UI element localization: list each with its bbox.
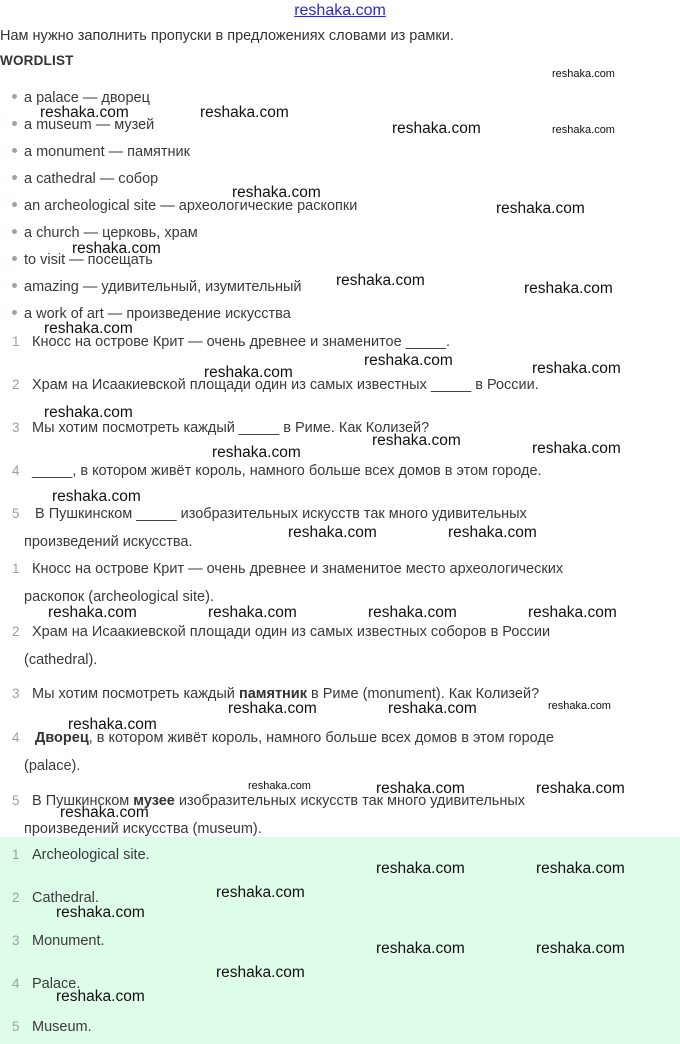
bullet-icon bbox=[12, 148, 17, 153]
watermark: reshaka.com bbox=[552, 68, 615, 80]
bullet-icon bbox=[12, 310, 17, 315]
wordlist-title: WORDLIST bbox=[0, 53, 74, 68]
watermark: reshaka.com bbox=[392, 120, 481, 137]
watermark: reshaka.com bbox=[368, 604, 457, 621]
watermark: reshaka.com bbox=[376, 860, 465, 877]
watermark: reshaka.com bbox=[68, 716, 157, 733]
wordlist-item: an archeological site — археологические раскопки bbox=[12, 198, 357, 214]
filled-item: 3 Мы хотим посмотреть каждый памятник в Риме (monument). Как Колизей? bbox=[12, 686, 540, 702]
watermark: reshaka.com bbox=[44, 320, 133, 337]
intro-text: Нам нужно заполнить пропуски в предложениях словами из рамки. bbox=[0, 28, 454, 44]
site-link[interactable]: reshaka.com bbox=[294, 2, 386, 19]
bullet-icon bbox=[12, 202, 17, 207]
answer-item: 5 Museum. bbox=[12, 1019, 92, 1035]
watermark: reshaka.com bbox=[212, 444, 301, 461]
wordlist-item: amazing — удивительный, изумительный bbox=[12, 279, 302, 295]
watermark: reshaka.com bbox=[56, 988, 145, 1005]
answer-item: 3 Monument. bbox=[12, 933, 105, 949]
wordlist-item: a church — церковь, храм bbox=[12, 225, 198, 241]
watermark: reshaka.com bbox=[388, 700, 477, 717]
exercise-item: 5 В Пушкинском _____ изобразительных искусств так много удивительных произведений искусства. bbox=[12, 506, 527, 550]
exercise-item: 1 Кносс на острове Крит — очень древнее и знаменитое _____. bbox=[12, 334, 451, 350]
watermark: reshaka.com bbox=[448, 524, 537, 541]
exercise-item: 3 Мы хотим посмотреть каждый _____ в Риме. Как Колизей? bbox=[12, 420, 430, 436]
bullet-icon bbox=[12, 283, 17, 288]
watermark: reshaka.com bbox=[52, 488, 141, 505]
filled-item: 5 В Пушкинском музее изобразительных искусств так много удивительных произведений искусства (museum). bbox=[12, 793, 526, 837]
bullet-icon bbox=[12, 94, 17, 99]
watermark: reshaka.com bbox=[248, 780, 311, 792]
bullet-icon bbox=[12, 229, 17, 234]
watermark: reshaka.com bbox=[496, 200, 585, 217]
watermark: reshaka.com bbox=[372, 432, 461, 449]
watermark: reshaka.com bbox=[72, 240, 161, 257]
watermark: reshaka.com bbox=[364, 352, 453, 369]
watermark: reshaka.com bbox=[48, 604, 137, 621]
watermark: reshaka.com bbox=[216, 964, 305, 981]
watermark: reshaka.com bbox=[228, 700, 317, 717]
watermark: reshaka.com bbox=[376, 780, 465, 797]
wordlist-item: a monument — памятник bbox=[12, 144, 190, 160]
wordlist-item: a work of art — произведение искусства bbox=[12, 306, 291, 322]
wordlist-item: a museum — музей bbox=[12, 117, 154, 133]
watermark: reshaka.com bbox=[232, 184, 321, 201]
exercise-item: 2 Храм на Исаакиевской площади один из самых известных _____ в России. bbox=[12, 377, 539, 393]
watermark: reshaka.com bbox=[216, 884, 305, 901]
wordlist-item: a cathedral — собор bbox=[12, 171, 158, 187]
bullet-icon bbox=[12, 256, 17, 261]
wordlist-item: a palace — дворец bbox=[12, 90, 150, 106]
watermark: reshaka.com bbox=[40, 104, 129, 121]
watermark: reshaka.com bbox=[288, 524, 377, 541]
watermark: reshaka.com bbox=[536, 940, 625, 957]
watermark: reshaka.com bbox=[56, 904, 145, 921]
watermark: reshaka.com bbox=[60, 804, 149, 821]
wordlist-item: to visit — посещать bbox=[12, 252, 153, 268]
watermark: reshaka.com bbox=[532, 360, 621, 377]
watermark: reshaka.com bbox=[528, 604, 617, 621]
watermark: reshaka.com bbox=[524, 280, 613, 297]
watermark: reshaka.com bbox=[376, 940, 465, 957]
watermark: reshaka.com bbox=[44, 404, 133, 421]
filled-item: 4 Дворец, в котором живёт король, намного больше всех домов в этом городе (palace). bbox=[12, 730, 554, 774]
watermark: reshaka.com bbox=[204, 364, 293, 381]
watermark: reshaka.com bbox=[552, 124, 615, 136]
watermark: reshaka.com bbox=[532, 440, 621, 457]
filled-item: 1 Кносс на острове Крит — очень древнее и знаменитое место археологических раскопок (archeological site). bbox=[12, 561, 564, 605]
filled-item: 2 Храм на Исаакиевской площади один из самых известных соборов в России (cathedral). bbox=[12, 624, 551, 668]
watermark: reshaka.com bbox=[536, 780, 625, 797]
watermark: reshaka.com bbox=[536, 860, 625, 877]
answer-item: 1 Archeological site. bbox=[12, 847, 150, 863]
bullet-icon bbox=[12, 121, 17, 126]
watermark: reshaka.com bbox=[200, 104, 289, 121]
answer-item: 2 Cathedral. bbox=[12, 890, 99, 906]
bullet-icon bbox=[12, 175, 17, 180]
watermark: reshaka.com bbox=[336, 272, 425, 289]
watermark: reshaka.com bbox=[208, 604, 297, 621]
exercise-item: 4 _____, в котором живёт король, намного больше всех домов в этом городе. bbox=[12, 463, 542, 479]
watermark: reshaka.com bbox=[548, 700, 611, 712]
answer-item: 4 Palace. bbox=[12, 976, 81, 992]
